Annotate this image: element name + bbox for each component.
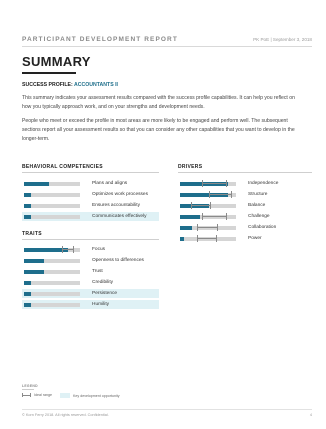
summary-paragraph-2: People who meet or exceed the profile in most areas are more likely to be engaged and perform well. The subsequent sections report all your assessment results so that you can consider any other capabilities that you want to develop in the longer-term. xyxy=(22,118,295,142)
behavioral-label: Plans and aligns xyxy=(92,180,128,186)
drivers-row xyxy=(178,201,312,210)
key-opportunity-swatch xyxy=(60,393,70,398)
score-bar xyxy=(24,303,31,307)
ideal-range-marker xyxy=(202,180,226,187)
ideal-range-icon xyxy=(22,393,31,397)
score-track xyxy=(180,193,236,197)
ideal-range-marker xyxy=(209,191,232,198)
legend-ideal-range xyxy=(22,393,52,397)
traits-row xyxy=(22,267,159,276)
drivers-row xyxy=(178,223,312,232)
drivers-row xyxy=(178,179,312,188)
legend-ideal-range-label: Ideal range xyxy=(34,393,52,397)
ideal-range-marker xyxy=(62,246,74,253)
score-bar xyxy=(180,215,200,219)
score-track xyxy=(24,270,80,274)
score-track xyxy=(24,292,80,296)
legend-title: LEGEND xyxy=(22,384,38,388)
traits-row xyxy=(22,256,159,265)
footer-copyright: © Korn Ferry 2018. All rights reserved. Confidential. xyxy=(22,413,109,417)
score-track xyxy=(24,281,80,285)
behavioral-label: Ensures accountability xyxy=(92,202,140,208)
score-track xyxy=(180,237,236,241)
report-title: PARTICIPANT DEVELOPMENT REPORT xyxy=(22,36,178,43)
drivers-label: Structure xyxy=(248,191,268,197)
score-track xyxy=(24,248,80,252)
score-bar xyxy=(24,193,31,197)
behavioral-row xyxy=(22,201,159,210)
score-bar xyxy=(24,281,31,285)
score-bar xyxy=(24,270,44,274)
success-profile xyxy=(22,82,118,88)
drivers-row xyxy=(178,212,312,221)
legend-key-opportunity xyxy=(60,393,120,398)
ideal-range-marker xyxy=(197,235,217,242)
score-track xyxy=(180,226,236,230)
legend-key-opportunity-label: Key development opportunity xyxy=(73,393,120,398)
score-track xyxy=(180,204,236,208)
behavioral-label: Optimizes work processes xyxy=(92,191,148,197)
score-track xyxy=(24,303,80,307)
behavioral-label: Communicates effectively xyxy=(92,213,147,219)
drivers-label: Challenge xyxy=(248,213,270,219)
score-track xyxy=(24,204,80,208)
score-bar xyxy=(24,182,49,186)
score-track xyxy=(24,182,80,186)
ideal-range-marker xyxy=(191,202,211,209)
traits-row xyxy=(22,300,159,309)
traits-label: Focus xyxy=(92,246,106,252)
behavioral-competencies-title: BEHAVIORAL COMPETENCIES xyxy=(22,164,159,173)
score-bar xyxy=(24,292,31,296)
heading-underline xyxy=(22,72,76,74)
drivers-label: Balance xyxy=(248,202,266,208)
score-bar xyxy=(24,204,31,208)
traits-row xyxy=(22,289,159,298)
page-number: 4 xyxy=(309,413,312,417)
traits-row xyxy=(22,278,159,287)
score-bar xyxy=(24,259,44,263)
ideal-range-marker xyxy=(202,213,226,220)
score-track xyxy=(24,259,80,263)
score-track xyxy=(24,193,80,197)
summary-paragraph-1: This summary indicates your assessment results compared with the success profile capabilities. It can help you reflect on how you typically approach work, and on your strengths and development needs. xyxy=(22,95,295,110)
score-bar xyxy=(180,226,192,230)
drivers-label: Power xyxy=(248,235,262,241)
traits-label: Credibility xyxy=(92,279,114,285)
drivers-label: Collaboration xyxy=(248,224,277,230)
drivers-title: DRIVERS xyxy=(178,164,312,173)
traits-title: TRAITS xyxy=(22,231,159,240)
score-track xyxy=(24,215,80,219)
traits-row xyxy=(22,245,159,254)
traits-label: Humility xyxy=(92,301,110,307)
score-track xyxy=(180,215,236,219)
summary-heading: SUMMARY xyxy=(22,54,91,69)
footer-divider xyxy=(22,409,312,410)
score-track xyxy=(180,182,236,186)
score-bar xyxy=(24,215,31,219)
traits-label: Trust xyxy=(92,268,103,274)
behavioral-row xyxy=(22,179,159,188)
drivers-label: Independence xyxy=(248,180,279,186)
behavioral-row xyxy=(22,190,159,199)
behavioral-row xyxy=(22,212,159,221)
report-meta: PK PoE | September 3, 2018 xyxy=(253,37,312,42)
drivers-row xyxy=(178,190,312,199)
traits-label: Persistence xyxy=(92,290,118,296)
success-profile-value: ACCOUNTANTS II xyxy=(73,82,118,88)
report-header xyxy=(22,36,312,47)
score-bar xyxy=(180,237,184,241)
traits-label: Openness to differences xyxy=(92,257,144,263)
ideal-range-marker xyxy=(197,224,219,231)
drivers-row xyxy=(178,234,312,243)
success-profile-label: SUCCESS PROFILE: xyxy=(22,82,73,88)
